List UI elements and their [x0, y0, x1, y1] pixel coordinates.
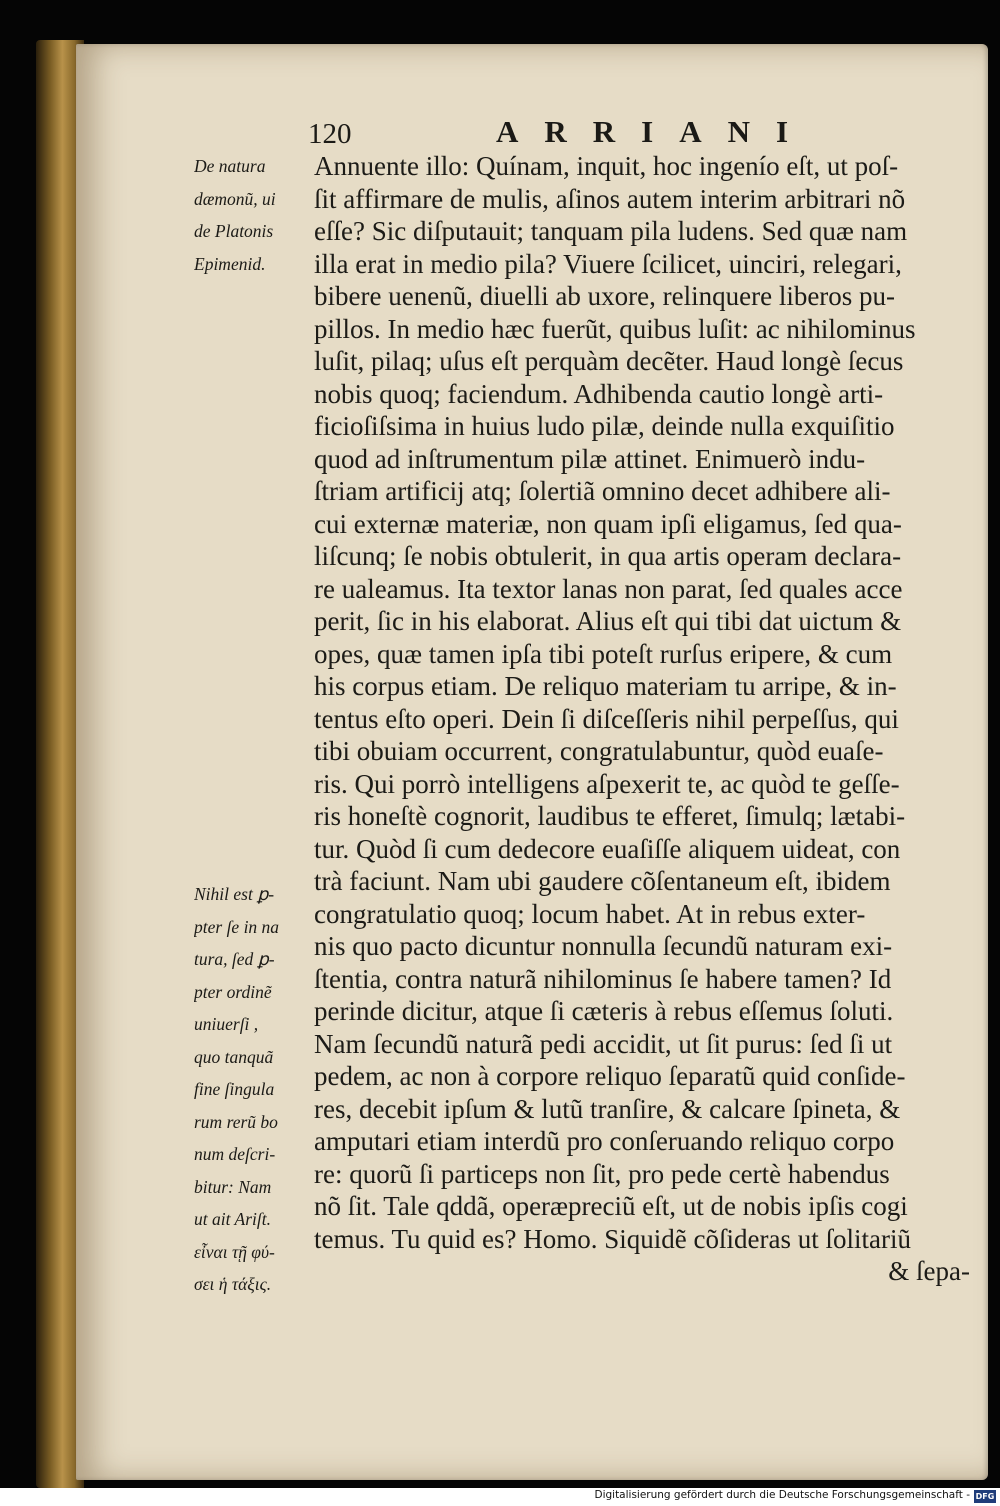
text-line: pillos. In medio hæc fuerũt, quibus luſit: ac nihilominus: [314, 313, 916, 344]
text-line: ris. Qui porrò intelligens aſpexerit te, ac quòd te geſſe-: [314, 768, 900, 799]
body-text: [314, 150, 976, 1288]
text-line: re: quorũ ſi particeps non ſit, pro pede certè habendus: [314, 1158, 890, 1189]
text-line: trà faciunt. Nam ubi gaudere cõſentaneum eſt, ibidem: [314, 866, 891, 896]
margin-note-line: Epimenid.: [194, 253, 266, 274]
text-line: tibi obuiam occurrent, congratulabuntur, quòd euaſe-: [314, 736, 884, 766]
running-title: ARRIANI: [496, 114, 815, 149]
page-number: 120: [308, 118, 352, 150]
margin-note-line: pter ordinẽ: [194, 981, 272, 1002]
book-page: [76, 44, 988, 1480]
margin-note-line: De natura: [194, 156, 266, 176]
margin-note-line: bitur: Nam: [194, 1176, 272, 1197]
text-line: nõ ſit. Tale qddã, operæpreciũ eſt, ut de nobis ipſis cogi: [314, 1191, 908, 1221]
text-line: tur. Quòd ſi cum dedecore euaſiſſe aliquem uideat, con: [314, 833, 901, 864]
text-line: opes, quæ tamen ipſa tibi poteſt rurſus eripere, & cum: [314, 638, 893, 669]
margin-note-line: fine ſingula: [194, 1079, 275, 1099]
text-line: liſcunq; ſe nobis obtulerit, in qua artis operam declara-: [314, 541, 902, 571]
text-line: ſtriam artificij atq; ſolertiã omnino decet adhibere ali-: [314, 476, 891, 506]
text-line: his corpus etiam. De reliquo materiam tu arripe, & in-: [314, 671, 897, 701]
text-line: nobis quoq; faciendum. Adhibenda cautio longè arti-: [314, 378, 884, 409]
text-line: tentus eſto operi. Dein ſi diſceſſeris nihil perpeſſus, qui: [314, 703, 899, 734]
margin-note-line: ut ait Ariſt.: [194, 1209, 271, 1229]
margin-note-line: σει ἡ τάξις.: [194, 1274, 272, 1294]
text-line: ſtentia, contra naturã nihilominus ſe habere tamen? Id: [314, 963, 892, 994]
text-line: pedem, ac non à corpore reliquo ſeparatũ quid conſide-: [314, 1061, 906, 1091]
text-line: perinde dicitur, atque ſi cæteris à rebus eſſemus ſoluti.: [314, 996, 894, 1026]
margin-note-daemonum: [194, 150, 298, 280]
margin-note-line: de Platonis: [194, 221, 274, 241]
text-line: bibere uenenũ, diuelli ab uxore, relinquere liberos pu-: [314, 281, 896, 311]
margin-note-line: Nihil est ꝑ-: [194, 884, 275, 904]
margin-note-line: uniuerſi ,: [194, 1014, 259, 1034]
dfg-logo: DFG: [975, 1492, 995, 1501]
margin-note-line: rum rerũ bo: [194, 1111, 278, 1132]
margin-note-line: εἶναι τῇ φύ-: [194, 1241, 275, 1262]
text-line: illa erat in medio pila? Viuere ſcilicet, uinciri, relegari,: [314, 248, 902, 279]
text-line: amputari etiam interdũ pro conſeruando reliquo corpo: [314, 1126, 895, 1156]
text-line: res, decebit ipſum & lutũ tranſire, & calcare ſpineta, &: [314, 1093, 901, 1124]
text-line: ficioſiſsima in huius ludo pilæ, deinde nulla exquiſitio: [314, 411, 895, 441]
running-head: [76, 114, 988, 154]
text-line: luſit, pilaq; uſus eſt perquàm decẽter. Haud longè ſecus: [314, 346, 904, 376]
text-line: cui externæ materiæ, non quam ipſi eligamus, ſed qua-: [314, 508, 902, 539]
funding-notice: Digitalisierung gefördert durch die Deutsche Forschungsgemeinschaft -: [594, 1489, 970, 1501]
margin-note-line: dæmonũ, ui: [194, 188, 276, 209]
text-line: perit, ſic in his elaborat. Alius eſt qui tibi dat uictum &: [314, 606, 902, 636]
text-line: Annuente illo: Quínam, inquit, hoc ingenío eſt, ut poſ-: [314, 151, 899, 181]
text-line: ſit affirmare de mulis, aſinos autem interim arbitrari nõ: [314, 183, 906, 214]
text-line: nis quo pacto dicuntur nonnulla ſecundũ naturam exi-: [314, 931, 893, 961]
text-line: congratulatio quoq; locum habet. At in rebus exter-: [314, 898, 866, 929]
margin-note-line: quo tanquã: [194, 1046, 274, 1067]
margin-note-line: pter ſe in na: [194, 916, 280, 937]
margin-note-nihil-est: [194, 878, 298, 1301]
text-line: Nam ſecundũ naturã pedi accidit, ut ſit purus: ſed ſi ut: [314, 1028, 893, 1059]
footer-bar: [0, 1488, 1000, 1506]
text-line: eſſe? Sic diſputauit; tanquam pila ludens. Sed quæ nam: [314, 216, 908, 246]
margin-note-line: tura, ſed ꝑ-: [194, 949, 275, 969]
catchword: & ſepa-: [888, 1256, 970, 1286]
text-line: temus. Tu quid es? Homo. Siquidẽ cõſideras ut ſolitariũ: [314, 1223, 911, 1254]
margin-note-line: num deſcri-: [194, 1144, 276, 1164]
text-line: ris honeſtè cognorit, laudibus te efferet, ſimulq; lætabi-: [314, 801, 906, 831]
text-line: re ualeamus. Ita textor lanas non parat, ſed quales acce: [314, 573, 903, 604]
text-line: quod ad inſtrumentum pilæ attinet. Enimuerò indu-: [314, 443, 866, 474]
